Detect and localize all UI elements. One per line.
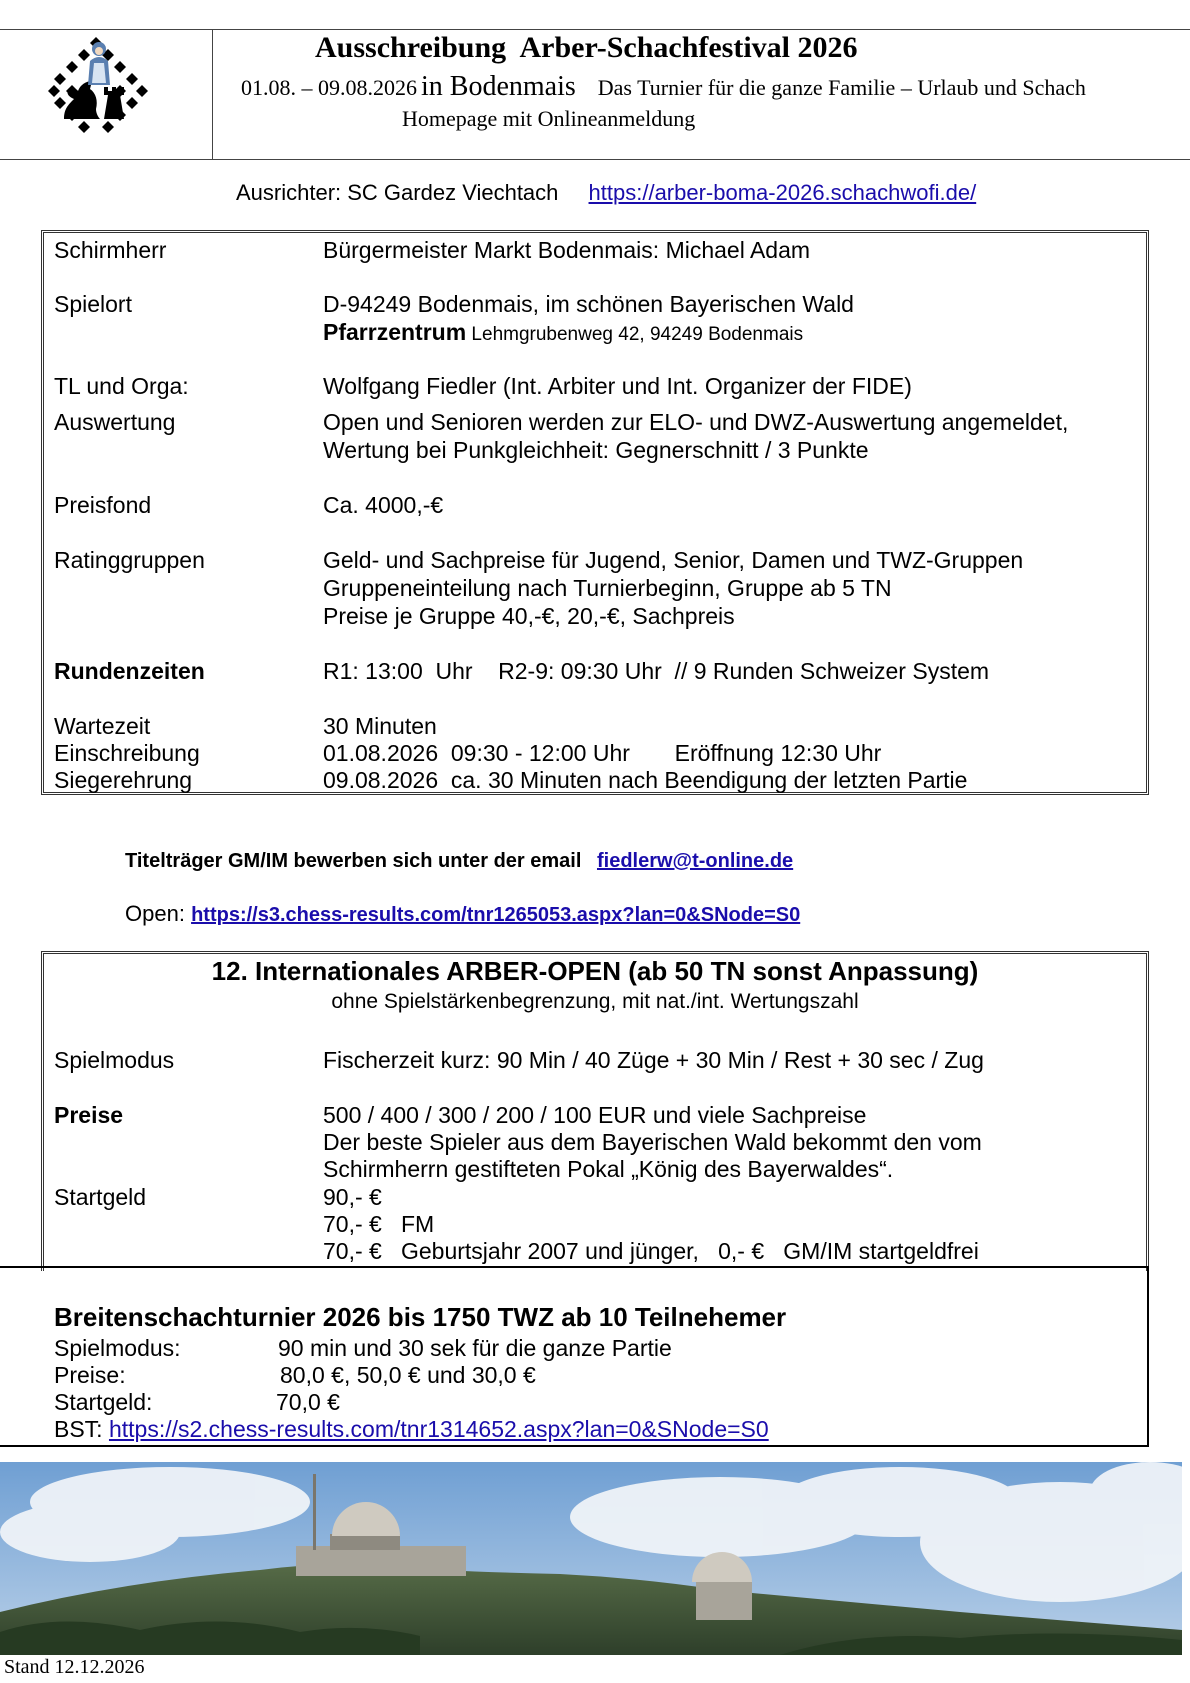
logo-square	[126, 97, 138, 109]
prizefund-label: Preisfond	[54, 492, 152, 518]
venue-name: Pfarrzentrum	[323, 319, 467, 345]
breiten-prizes-label: Preise:	[54, 1362, 126, 1388]
logo-square	[136, 85, 148, 97]
venue-value: D-94249 Bodenmais, im schönen Bayerischen Wald	[323, 291, 854, 317]
ceremony-label: Siegerehrung	[54, 767, 193, 793]
registration-label: Einschreibung	[54, 740, 200, 766]
registration-value: 01.08.2026 09:30 - 12:00 Uhr Eröffnung 12:30 Uhr	[323, 740, 882, 766]
breiten-fee-value: 70,0 €	[276, 1389, 340, 1415]
logo-square	[78, 49, 90, 61]
titled-line	[125, 850, 793, 873]
event-place: in Bodenmais	[421, 71, 576, 102]
open-mode-value: Fischerzeit kurz: 90 Min / 40 Züge + 30 Min / Rest + 30 sec / Zug	[323, 1047, 984, 1073]
breiten-bst-label: BST:	[54, 1416, 103, 1442]
titled-text: Titelträger GM/IM bewerben sich unter der email	[125, 850, 582, 872]
event-dates-line	[241, 71, 1086, 103]
logo-square	[126, 73, 138, 85]
logo-rook	[104, 87, 124, 119]
page-title: Ausschreibung Arber-Schachfestival 2026	[315, 31, 858, 64]
rating-line-1: Open und Senioren werden zur ELO- und DWZ-Auswertung angemeldet,	[323, 409, 1069, 435]
patron-value: Bürgermeister Markt Bodenmais: Michael Adam	[323, 237, 811, 263]
open-fee-line-3: 70,- € Geburtsjahr 2007 und jünger, 0,- € GM/IM startgeldfrei	[323, 1238, 979, 1264]
rating-label: Auswertung	[54, 409, 176, 435]
header-bottom-rule	[0, 159, 1190, 160]
open-title: 12. Internationales ARBER-OPEN (ab 50 TN sonst Anpassung)	[211, 956, 979, 986]
photo-antenna-mast	[313, 1474, 316, 1550]
open-link-label: Open:	[125, 901, 185, 926]
rounds-label: Rundenzeiten	[54, 658, 205, 684]
breiten-mode-value: 90 min und 30 sek für die ganze Partie	[278, 1335, 672, 1361]
logo-square	[78, 121, 90, 133]
open-results-link[interactable]: https://s3.chess-results.com/tnr1265053.aspx?lan=0&SNode=S0	[191, 904, 801, 926]
rounds-value: R1: 13:00 Uhr R2-9: 09:30 Uhr // 9 Runden Schweizer System	[323, 658, 990, 684]
open-prizes-line-3: Schirmherrn gestifteten Pokal „König des Bayerwaldes“.	[323, 1156, 894, 1182]
open-prizes-line-2: Der beste Spieler aus dem Bayerischen Wald bekommt den vom	[323, 1129, 982, 1155]
arber-photo	[0, 1462, 1182, 1655]
logo-square	[54, 97, 66, 109]
breiten-results-link[interactable]: https://s2.chess-results.com/tnr1314652.aspx?lan=0&SNode=S0	[108, 1416, 769, 1442]
header-divider	[212, 29, 213, 160]
patron-label: Schirmherr	[54, 237, 167, 263]
email-link[interactable]: fiedlerw@t-online.de	[596, 850, 794, 872]
breiten-mode-label: Spielmodus:	[54, 1335, 181, 1361]
open-fee-line-2: 70,- € FM	[323, 1211, 435, 1237]
logo-square	[54, 73, 66, 85]
wait-value: 30 Minuten	[323, 713, 437, 739]
breiten-fee-label: Startgeld:	[54, 1389, 153, 1415]
homepage-note: Homepage mit Onlineanmeldung	[402, 106, 696, 131]
wait-label: Wartezeit	[54, 713, 151, 739]
groups-line-2: Gruppeneinteilung nach Turnierbeginn, Gruppe ab 5 TN	[323, 575, 892, 601]
stand-date: Stand 12.12.2026	[4, 1656, 145, 1678]
logo-square	[114, 61, 126, 73]
logo-square	[102, 121, 114, 133]
open-fee-line-1: 90,- €	[323, 1184, 382, 1210]
groups-label: Ratinggruppen	[54, 547, 205, 573]
breiten-bst-line	[54, 1416, 769, 1443]
open-fee-label: Startgeld	[54, 1184, 147, 1210]
open-link-line	[125, 901, 800, 927]
groups-line-1: Geld- und Sachpreise für Jugend, Senior, Damen und TWZ-Gruppen	[323, 547, 1024, 573]
event-dates: 01.08. – 09.08.2026	[241, 75, 417, 100]
tl-label: TL und Orga:	[54, 373, 189, 399]
rating-line-2: Wertung bei Punkgleichheit: Gegnerschnitt / 3 Punkte	[323, 437, 869, 463]
logo-square	[48, 85, 60, 97]
event-slogan: Das Turnier für die ganze Familie – Urlaub und Schach	[597, 75, 1086, 100]
organizer-line	[236, 180, 976, 206]
breiten-title: Breitenschachturnier 2026 bis 1750 TWZ ab 10 Teilnehemer	[54, 1302, 787, 1332]
open-mode-label: Spielmodus	[54, 1047, 175, 1073]
logo-square	[66, 61, 78, 73]
groups-line-3: Preise je Gruppe 40,-€, 20,-€, Sachpreis	[323, 603, 735, 629]
ceremony-value: 09.08.2026 ca. 30 Minuten nach Beendigung der letzten Partie	[323, 767, 968, 793]
organizer-homepage-link[interactable]: https://arber-boma-2026.schachwofi.de/	[588, 180, 977, 205]
open-prizes-line-1: 500 / 400 / 300 / 200 / 100 EUR und viele Sachpreise	[323, 1102, 867, 1128]
venue-address-line	[323, 319, 803, 348]
open-subtitle: ohne Spielstärkenbegrenzung, mit nat./int. Wertungszahl	[331, 990, 859, 1013]
venue-label: Spielort	[54, 291, 132, 317]
logo-figure	[88, 42, 110, 85]
organizer-label: Ausrichter: SC Gardez Viechtach	[236, 180, 559, 205]
tl-value: Wolfgang Fiedler (Int. Arbiter und Int. Organizer der FIDE)	[323, 373, 912, 399]
breiten-prizes-value: 80,0 €, 50,0 € und 30,0 €	[280, 1362, 536, 1388]
venue-address: Lehmgrubenweg 42, 94249 Bodenmais	[466, 324, 804, 345]
prizefund-value: Ca. 4000,-€	[323, 492, 444, 518]
open-prizes-label: Preise	[54, 1102, 124, 1128]
chess-club-logo	[44, 33, 156, 133]
logo-knight	[64, 81, 100, 119]
